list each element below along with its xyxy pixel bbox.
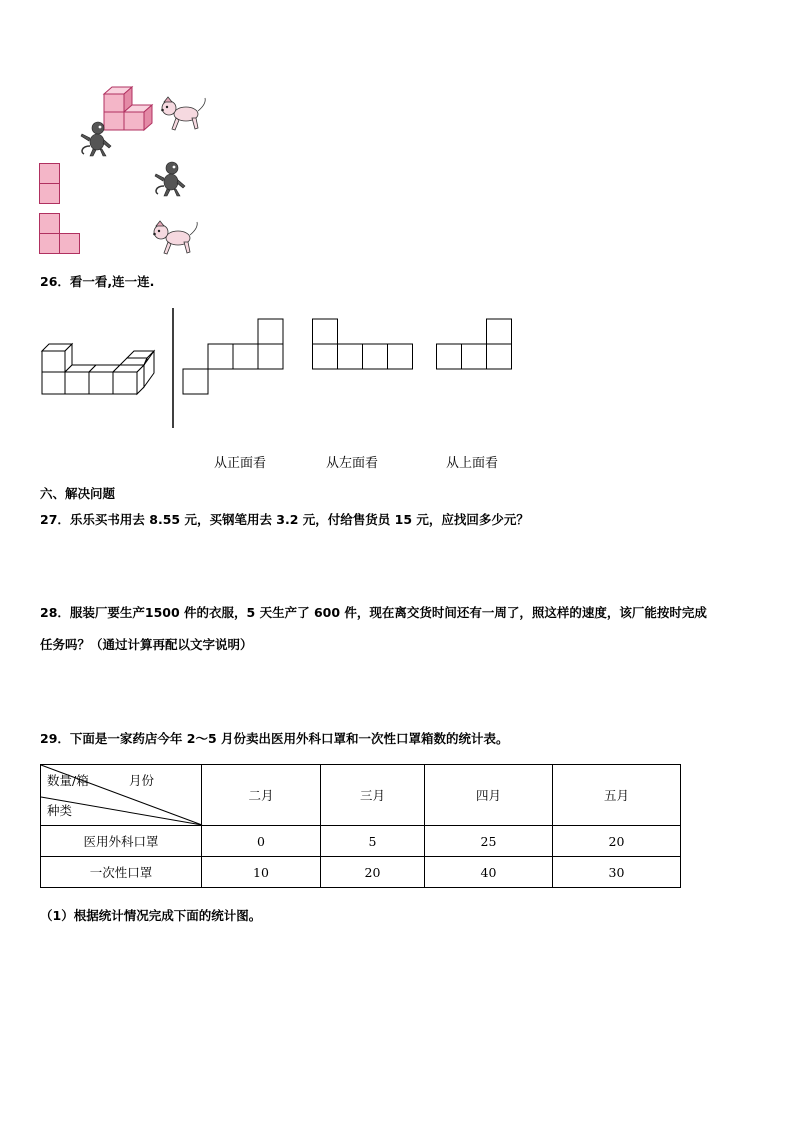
section-6-title: 六、解决问题 [40,486,116,501]
table-cell: 0 [202,826,321,857]
view-shape-2 [312,318,414,372]
corner-category-label: 种类 [47,803,73,818]
table-cell: 40 [425,857,553,888]
l-shape-view [39,213,83,255]
question-26-title: 26．看一看,连一连. [40,274,155,289]
dog-icon [150,220,202,256]
table-cell: 5 [321,826,425,857]
question-28-line-1: 28．服装厂要生产1500 件的衣服，5 天生产了 600 件，现在离交货时间还有一周了，照这样的速度，该厂能按时完成 [40,605,707,620]
two-square-view [39,163,61,205]
row-category: 医用外科口罩 [41,826,202,857]
table-row [41,857,681,888]
corner-month-label: 月份 [129,773,155,788]
view-label-left: 从左面看 [326,456,379,471]
view-shape-3 [436,318,514,372]
monkey-icon [152,160,188,198]
table-cell: 30 [553,857,681,888]
table-cell: 10 [202,857,321,888]
view-shape-1 [183,318,285,396]
view-label-front: 从正面看 [214,456,267,471]
month-header: 二月 [202,765,321,826]
mask-sales-table [40,764,681,888]
month-header: 五月 [553,765,681,826]
table-header-row [41,765,681,826]
view-label-top: 从上面看 [446,456,499,471]
month-header: 三月 [321,765,425,826]
divider-line [172,308,174,428]
month-header: 四月 [425,765,553,826]
table-row [41,826,681,857]
corner-quantity-label: 数量/箱 [47,773,89,788]
dog-icon [158,96,210,132]
table-corner-cell [41,765,202,826]
cube-arrangement-figure [40,342,155,398]
question-29-text: 29．下面是一家药店今年 2～5 月份卖出医用外科口罩和一次性口罩箱数的统计表。 [40,731,509,746]
row-category: 一次性口罩 [41,857,202,888]
question-28-line-2: 任务吗？（通过计算再配以文字说明） [40,637,253,652]
table-cell: 25 [425,826,553,857]
table-cell: 20 [321,857,425,888]
monkey-icon [78,120,114,158]
table-cell: 20 [553,826,681,857]
question-27-text: 27．乐乐买书用去 8.55 元，买钢笔用去 3.2 元，付给售货员 15 元，应找回多少元？ [40,512,529,527]
question-29-sub-1: （1）根据统计情况完成下面的统计图。 [40,908,262,923]
